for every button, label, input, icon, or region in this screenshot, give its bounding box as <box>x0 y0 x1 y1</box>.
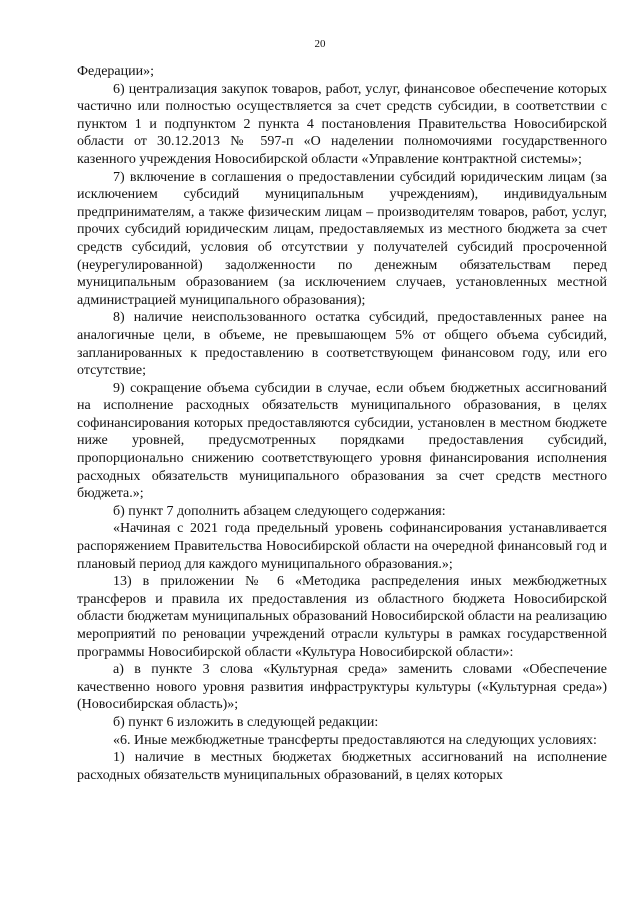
paragraph: а) в пункте 3 слова «Культурная среда» заменить словами «Обеспечение качественно нового уровня развития инфраструктуры культуры («Культурная среда») (Новосибирская область)»; <box>77 662 607 713</box>
paragraph: 7) включение в соглашения о предоставлении субсидий юридическим лицам (за исключением субсидий муниципальным учреждениям), индивидуальным предпринимателям, а также физическим лицам – производителям товаров, работ, услуг, прочих субсидий юридическим лицам, предоставляемых из местного бюджета за счет средств субсидий, условия об отсутствии у получателей субсидий просроченной (неурегулированной) задолженности по денежным обязательствам перед муниципальным образованием (за исключением случаев, установленных местной администрацией муниципального образования); <box>77 169 607 308</box>
paragraph: б) пункт 6 изложить в следующей редакции: <box>113 714 379 730</box>
page-number: 20 <box>314 38 326 50</box>
paragraph: «6. Иные межбюджетные трансферты предоставляются на следующих условиях: <box>113 732 597 748</box>
paragraph: 9) сокращение объема субсидии в случае, если объем бюджетных ассигнований на исполнение расходных обязательств муниципального образования, в целях софинансирования которых предоставляются субсидии, установлен в местном бюджете ниже уровней, предусмотренных порядками предоставления субсидий, пропорционально снижению соответствующего уровня финансирования исполнения расходных обязательств муниципального образования за счет средств местного бюджета.»; <box>77 380 607 502</box>
paragraph: 13) в приложении № 6 «Методика распределения иных межбюджетных трансферов и правила их предоставления из областного бюджета Новосибирской области бюджетам муниципальных образований Новосибирской области на реализацию мероприятий по реновации учреждений отрасли культуры в рамках государственной программы Новосибирской области «Культура Новосибирской области»: <box>77 574 607 660</box>
document-body <box>77 63 607 784</box>
paragraph: 1) наличие в местных бюджетах бюджетных ассигнований на исполнение расходных обязательств муниципальных образований, в целях которых <box>77 750 607 783</box>
paragraph: б) пункт 7 дополнить абзацем следующего содержания: <box>113 503 446 519</box>
paragraph: 8) наличие неиспользованного остатка субсидий, предоставленных ранее на аналогичные цели, в объеме, не превышающем 5% от общего объема субсидий, запланированных к предоставлению в соответствующем финансовом году, или его отсутствие; <box>77 310 607 379</box>
paragraph: Федерации»; <box>77 64 155 79</box>
paragraph: «Начиная с 2021 года предельный уровень софинансирования устанавливается распоряжением Правительства Новосибирской области на очередной финансовый год и плановый период для каждого муниципального образования.»; <box>77 521 607 572</box>
paragraph: 6) централизация закупок товаров, работ, услуг, финансовое обеспечение которых частично или полностью осуществляется за счет средств субсидии, в соответствии с пунктом 1 и подпунктом 2 пункта 4 постановления Правительства Новосибирской области от 30.12.2013 № 597-п «О наделении полномочиями государственного казенного учреждения Новосибирской области «Управление контрактной системы»; <box>77 81 607 167</box>
